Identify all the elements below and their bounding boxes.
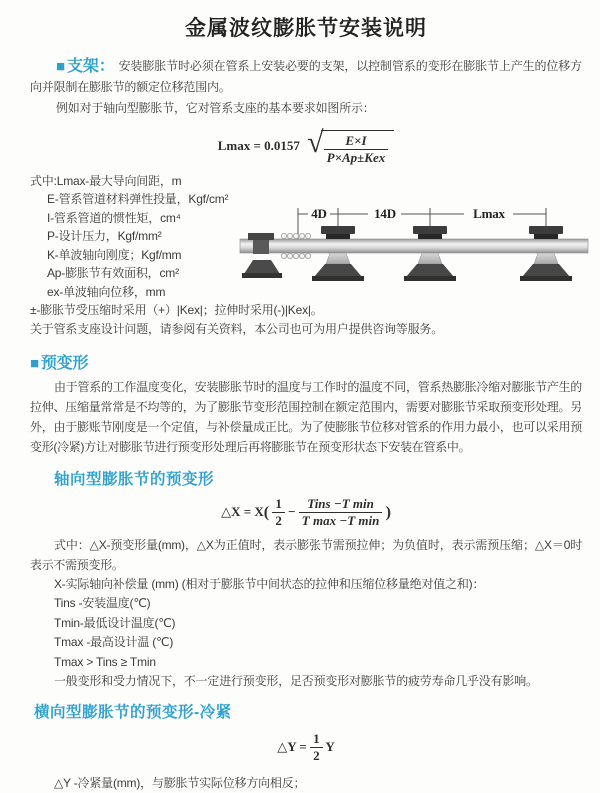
axial-explain-paragraph: 式中：△X-预变形量(mm)，△X为正值时，表示膨张节需预拉伸；为负值时，表示需预压缩；△X＝0时表示不需预变形。 bbox=[30, 537, 582, 572]
temperature-fraction-denominator: T max −T min bbox=[301, 513, 380, 529]
sqrt-radical bbox=[307, 128, 394, 166]
square-bullet-icon: ■ bbox=[30, 355, 39, 373]
definition-line: ex-单波轴向位移，mm bbox=[47, 284, 166, 299]
guide-support-icon bbox=[404, 226, 456, 281]
axial-formula bbox=[221, 497, 391, 529]
guide-support-icon bbox=[312, 226, 364, 281]
axial-item-line: Tins -安装温度(℃) bbox=[54, 596, 151, 611]
axial-item-line: Tmax > Tins ≥ Tmin bbox=[54, 654, 156, 669]
definition-line: Ap-膨胀节有效面积，cm² bbox=[47, 266, 179, 281]
lateral-formula-row bbox=[30, 732, 582, 764]
axial-item-line: Tmax -最高设计温 (℃) bbox=[54, 635, 174, 650]
lateral-formula-rhs: Y bbox=[325, 738, 335, 754]
support-heading-label: 支架： bbox=[66, 58, 115, 75]
guide-support-icon bbox=[520, 226, 572, 281]
support-intro-paragraph bbox=[30, 56, 582, 98]
consult-note-line: 关于管系支座设计问题，请参阅有关资料，本公司也可为用户提供咨询等服务。 bbox=[30, 321, 444, 336]
one-half-denominator: 2 bbox=[275, 513, 282, 529]
axial-formula-row bbox=[30, 497, 582, 529]
temperature-fraction-numerator: Tins −T min bbox=[299, 497, 383, 513]
lmax-fraction-numerator: E×I bbox=[324, 134, 389, 150]
dim-label-4d: 4D bbox=[311, 205, 327, 221]
support-intro-text: 安装膨胀节时必须在管系上安装必要的支架，以控制管系的变形在膨胀节上产生的位移方向并限制在膨胀节的额定位移范围内。 bbox=[30, 59, 582, 94]
support-section-heading bbox=[56, 58, 115, 75]
lateral-subsection-heading: 横向型膨胀节的预变形-冷紧 bbox=[34, 703, 232, 721]
sqrt-sign: √ bbox=[307, 126, 324, 159]
definition-line: I-管系管道的惯性矩，cm⁴ bbox=[47, 210, 181, 225]
sqrt-radicand bbox=[321, 130, 395, 166]
lateral-one-half-fraction bbox=[310, 732, 323, 764]
lmax-fraction-denominator: P×Ap±Kex bbox=[326, 150, 386, 166]
lmax-formula bbox=[218, 128, 395, 166]
lateral-formula-lhs: △Y = bbox=[277, 738, 307, 754]
lmax-formula-row bbox=[30, 128, 582, 166]
lateral-formula bbox=[277, 732, 334, 764]
definitions-and-diagram bbox=[30, 172, 582, 302]
predeform-paragraph: 由于管系的工作温度变化，安装膨胀节时的温度与工作时的温度不同，管系热膨胀冷缩对膨胀节产生的拉伸、压缩量常常是不均等的，为了膨胀节变形范围控制在额定范围内，需要对膨胀节采取预变形处理。另外，由于膨账节刚度是一个定值，与补偿量成正比。为了使膨胀节位移对管系的作用力最小，也可以采用预变形(冷紧)方让对膨胀节进行预变形处理后再将膨胀节在预变形状态下安装在管系中。 bbox=[30, 380, 582, 455]
lateral-explain-line: △Y -冷紧量(mm)，与膨胀节实际位移方向相反； bbox=[54, 776, 306, 791]
axial-item-line: X-实际轴向补偿量 (mm) (相对于膨胀节中间状态的拉伸和压缩位移量绝对值之和)： bbox=[54, 576, 485, 591]
one-half-fraction bbox=[272, 497, 285, 529]
page-title: 金属波纹膨胀节安装说明 bbox=[185, 17, 427, 40]
support-example-line: 例如对于轴向型膨胀节，它对管系支座的基本要求如图所示： bbox=[56, 101, 375, 115]
axial-item-line: Tmin-最低设计温度(℃) bbox=[54, 615, 176, 630]
pipe-support-diagram bbox=[238, 200, 590, 300]
predeform-heading-label: 预变形 bbox=[40, 355, 89, 373]
lateral-fraction-denominator: 2 bbox=[313, 747, 320, 763]
definition-line: K-单波轴向刚度；Kgf/mm bbox=[47, 247, 182, 262]
definition-line: P-设计压力，Kgf/mm² bbox=[47, 229, 162, 244]
pipe bbox=[240, 239, 588, 253]
close-paren: ) bbox=[385, 503, 391, 521]
definition-line: E-管系管道材料弹性投量，Kgf/cm² bbox=[47, 192, 229, 207]
axial-formula-lhs: △X = X bbox=[221, 503, 264, 519]
definition-line: 式中:Lmax-最大导向间距，m bbox=[30, 173, 182, 188]
temperature-fraction bbox=[299, 497, 383, 529]
one-half-numerator: 1 bbox=[272, 497, 285, 513]
lateral-fraction-numerator: 1 bbox=[310, 732, 323, 748]
square-bullet-icon: ■ bbox=[56, 58, 65, 75]
minus-operator: − bbox=[288, 503, 296, 519]
plusminus-note-line: ±-膨胀节受压缩时采用（+）|Kex|；拉伸时采用(-)|Kex|。 bbox=[30, 303, 323, 318]
dim-label-lmax: Lmax bbox=[473, 205, 505, 221]
predeform-section-heading bbox=[30, 350, 582, 373]
axial-items-list bbox=[30, 575, 582, 692]
lmax-fraction bbox=[324, 134, 389, 166]
open-paren: ( bbox=[263, 503, 270, 521]
dim-label-14d: 14D bbox=[374, 205, 396, 221]
axial-item-line: 一般变形和受力情况下，不一定进行预变形，足否预变形对膨胀节的疲劳寿命几乎没有影响。 bbox=[54, 674, 538, 689]
lmax-formula-lhs: Lmax = 0.0157 bbox=[217, 137, 300, 153]
axial-subsection-heading: 轴向型膨胀节的预变形 bbox=[54, 471, 215, 489]
